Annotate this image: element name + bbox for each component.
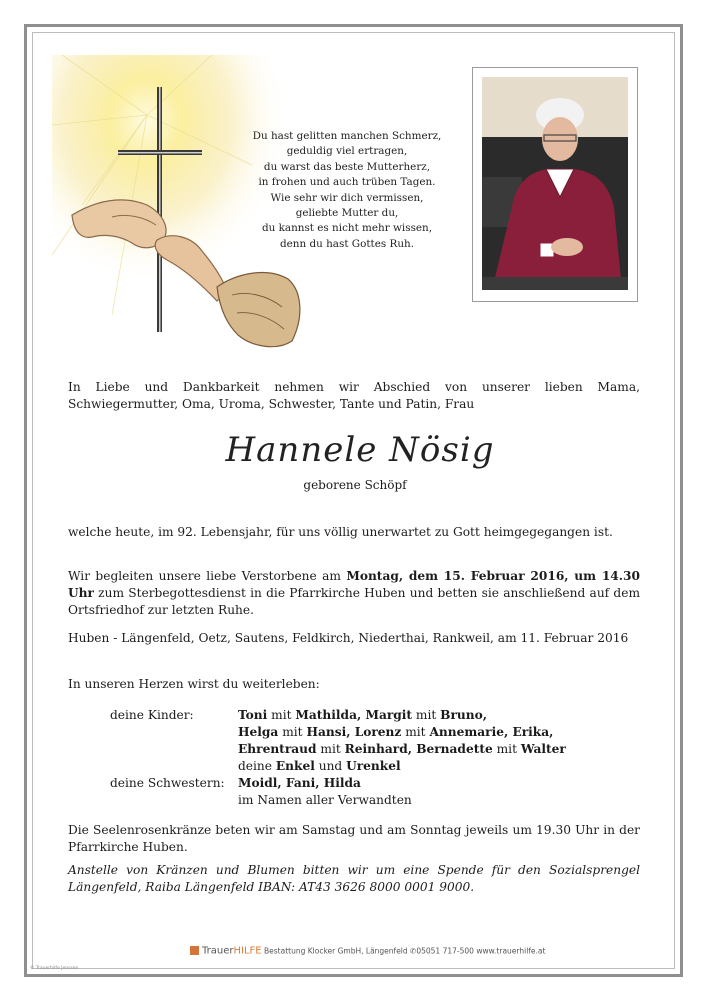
- connector: mit: [412, 708, 441, 722]
- child-name: Walter: [520, 742, 566, 756]
- poem-line: geliebte Mutter du,: [295, 207, 399, 220]
- web-link[interactable]: www.trauerhilfe.at: [476, 946, 546, 956]
- child-name: Bruno,: [440, 708, 487, 722]
- funeral-pre: Wir begleiten unsere liebe Verstorbene am: [68, 569, 347, 583]
- poem-line: du kannst es nicht mehr wissen,: [261, 222, 433, 235]
- siblings-names: [238, 775, 361, 792]
- rosary-text: Die Seelenrosenkränze beten wir am Samstag und am Sonntag jeweils um 19.30 Uhr in der Pfarrkirche Huben.: [68, 823, 640, 854]
- poem-line: geduldig viel ertragen,: [286, 145, 408, 158]
- child-name: Hansi, Lorenz: [306, 725, 402, 739]
- poem-line: in frohen und auch trüben Tagen.: [258, 176, 436, 189]
- hearts-text: In unseren Herzen wirst du weiterleben:: [68, 677, 320, 691]
- poem-line: Du hast gelitten manchen Schmerz,: [252, 130, 442, 142]
- connector: deine: [238, 759, 276, 773]
- birth-name: geborene Schöpf: [303, 478, 407, 492]
- donation-text: Anstelle von Kränzen und Blumen bitten wir um eine Spende für den Sozialsprengel Längenfeld, Raiba Längenfeld IBAN: AT43 3626 8000 0001 9000.: [68, 863, 640, 894]
- portrait-photo: [482, 77, 628, 290]
- funeral-date: Montag, dem 15. Februar 2016, um 14.30 Uhr: [68, 569, 640, 600]
- trauerhilfe-logo: TrauerHILFE: [202, 945, 262, 956]
- footer: [190, 945, 550, 959]
- poem-line: denn du hast Gottes Ruh.: [279, 237, 415, 250]
- relatives-text: im Namen aller Verwandten: [238, 793, 412, 807]
- phone-number: 05051 717-500: [416, 946, 474, 956]
- sibling-names: Moidl, Fani, Hilda: [238, 776, 361, 790]
- child-name: Reinhard, Bernadette: [344, 742, 493, 756]
- passing-text: welche heute, im 92. Lebensjahr, für uns völlig unerwartet zu Gott heimgegegangen ist.: [68, 525, 613, 539]
- children-label: deine Kinder:: [110, 708, 194, 722]
- connector: mit: [492, 742, 521, 756]
- connector: und: [314, 759, 347, 773]
- intro-text: In Liebe und Dankbarkeit nehmen wir Abschied von unserer lieben Mama, Schwiegermutter, Oma, Uroma, Schwester, Tante und Patin, Frau: [68, 380, 640, 411]
- poem-line: du warst das beste Mutterherz,: [263, 160, 431, 173]
- child-name: Ehrentraud: [238, 742, 317, 756]
- children-line: [238, 707, 487, 724]
- child-name: Mathilda, Margit: [295, 708, 413, 722]
- children-line: [238, 741, 566, 758]
- copyright: © Trauerhilfe Jenssen: [30, 966, 79, 971]
- great-grandchildren: Urenkel: [346, 759, 401, 773]
- children-line: [238, 724, 553, 741]
- connector: mit: [401, 725, 430, 739]
- company-name: Bestattung Klocker GmbH, Längenfeld: [264, 946, 408, 956]
- funeral-text: [68, 568, 640, 619]
- children-line: [238, 758, 401, 775]
- grandchildren: Enkel: [275, 759, 315, 773]
- connector: mit: [316, 742, 345, 756]
- child-name: Annemarie, Erika,: [429, 725, 554, 739]
- trauerhilfe-logo-icon: [190, 946, 199, 955]
- places-date: Huben - Längenfeld, Oetz, Sautens, Feldkirch, Niederthai, Rankweil, am 11. Februar 2016: [68, 631, 629, 645]
- connector: mit: [278, 725, 307, 739]
- child-name: Toni: [238, 708, 268, 722]
- funeral-post: zum Sterbegottesdienst in die Pfarrkirche Huben und betten sie anschließend auf dem Ortsfriedhof zur letzten Ruhe.: [68, 586, 640, 617]
- deceased-name: Hannele Nösig: [225, 430, 495, 470]
- siblings-label: deine Schwestern:: [110, 776, 225, 790]
- phone-icon: ✆: [410, 946, 417, 956]
- connector: mit: [267, 708, 296, 722]
- poem: [232, 129, 462, 252]
- child-name: Helga: [238, 725, 279, 739]
- poem-line: Wie sehr wir dich vermissen,: [270, 191, 424, 204]
